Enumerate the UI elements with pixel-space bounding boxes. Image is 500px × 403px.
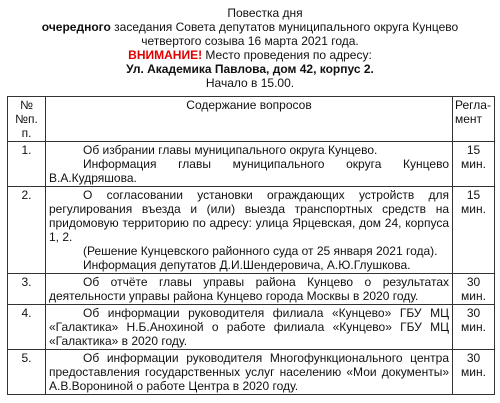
item-number: 5. xyxy=(8,350,46,395)
column-header-reglament: Регла- мент xyxy=(453,97,495,142)
item-number: 3. xyxy=(8,274,46,305)
column-header-content: Содержание вопросов xyxy=(46,97,453,142)
item-paragraph: Об отчёте главы управы района Кунцево о результатах деятельности управы района Кунцево города Москвы в 2020 году. xyxy=(49,275,449,303)
item-paragraph: О согласовании установки ограждающих устройств для регулирования въезда и (или) выезда транспортных средств на придомовую территорию по адресу: улица Ярцевская, дом 24, корпуса 1, 2. xyxy=(49,188,449,244)
item-paragraph: Об избрании главы муниципального округа Кунцево. xyxy=(83,143,378,157)
table-row xyxy=(8,274,495,305)
agenda-header xyxy=(0,0,500,90)
item-paragraph: Информация главы муниципального округа Кунцево В.А.Кудряшова. xyxy=(49,157,449,185)
item-reglament xyxy=(453,274,495,305)
reglament-minutes: 15 xyxy=(466,143,481,157)
table-row xyxy=(8,305,495,350)
item-paragraph: Об информации руководителя филиала «Кунцево» ГБУ МЦ «Галактика» Н.Б.Анохиной о работе филиала «Кунцево» ГБУ МЦ «Галактика» в 2020 году. xyxy=(49,306,449,348)
item-reglament xyxy=(453,350,495,395)
item-number: 1. xyxy=(8,142,46,187)
venue-address: Ул. Академика Павлова, дом 42, корпус 2. xyxy=(126,62,374,76)
reglament-unit: мин. xyxy=(461,289,486,303)
reglament-unit: мин. xyxy=(461,365,486,379)
table-header-row xyxy=(8,97,495,142)
table-row xyxy=(8,187,495,274)
venue-notice-text: Место проведения по адресу: xyxy=(202,48,372,62)
start-time: Начало в 15.00. xyxy=(205,76,295,90)
reglament-minutes: 30 xyxy=(466,275,481,289)
item-paragraph: Об информации руководителя Многофункционального центра предоставления государственных услуг населению «Мои документы» А.В.Ворониной о работе Центра в 2020 году. xyxy=(49,351,449,393)
item-content xyxy=(46,187,453,274)
item-content xyxy=(46,350,453,395)
agenda-table xyxy=(7,96,495,395)
venue-notice xyxy=(0,48,500,62)
meeting-description-rest: заседания Совета депутатов муниципального округа Кунцево xyxy=(110,20,459,34)
reglament-unit: мин. xyxy=(461,157,486,171)
reglament-minutes: 15 xyxy=(466,188,481,202)
reglament-minutes: 30 xyxy=(466,351,481,365)
reglament-minutes: 30 xyxy=(466,306,481,320)
item-number: 4. xyxy=(8,305,46,350)
meeting-date: четвертого созыва 16 марта 2021 года. xyxy=(141,34,359,48)
item-number: 2. xyxy=(8,187,46,274)
meeting-description xyxy=(0,20,500,34)
item-paragraph: Информация депутатов Д.И.Шендеровича, А.Ю.Глушкова. xyxy=(83,258,411,272)
item-content xyxy=(46,142,453,187)
item-content xyxy=(46,305,453,350)
meeting-type: очередного xyxy=(41,20,111,34)
item-reglament xyxy=(453,305,495,350)
table-row xyxy=(8,350,495,395)
item-reglament xyxy=(453,187,495,274)
column-header-number: № №п. п. xyxy=(8,97,46,142)
item-paragraph: (Решение Кунцевского районного суда от 25 января 2021 года). xyxy=(83,244,438,258)
reglament-unit: мин. xyxy=(461,202,486,216)
agenda-title: Повестка дня xyxy=(227,6,303,20)
item-reglament xyxy=(453,142,495,187)
table-row xyxy=(8,142,495,187)
item-content xyxy=(46,274,453,305)
warning-label: ВНИМАНИЕ! xyxy=(128,48,203,62)
reglament-unit: мин. xyxy=(461,320,486,334)
